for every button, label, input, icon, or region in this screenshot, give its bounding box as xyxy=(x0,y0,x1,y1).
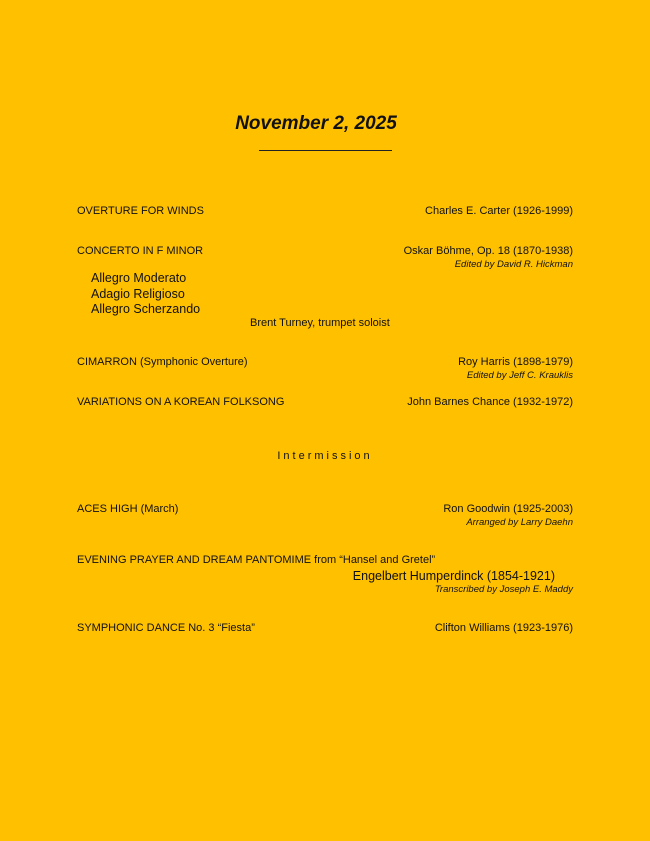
composer-overture: Charles E. Carter (1926-1999) xyxy=(425,205,573,217)
movement-3: Allegro Scherzando xyxy=(91,302,201,316)
piece-title-overture: OVERTURE FOR WINDS xyxy=(77,205,204,217)
title-divider xyxy=(259,150,392,151)
movement-1: Allegro Moderato xyxy=(91,271,187,285)
piece-title-concerto: CONCERTO IN F MINOR xyxy=(77,245,204,257)
composer-aces-high: Ron Goodwin (1925-2003) xyxy=(443,503,573,515)
piece-title-cimarron: CIMARRON (Symphonic Overture) xyxy=(77,356,248,368)
composer-evening-prayer: Engelbert Humperdinck (1854-1921) xyxy=(352,569,555,583)
soloist-credit: Brent Turney, trumpet soloist xyxy=(250,317,390,329)
intermission-label: Intermission xyxy=(277,450,373,462)
concert-date-heading: November 2, 2025 xyxy=(235,113,397,134)
movement-2: Adagio Religioso xyxy=(91,287,185,301)
piece-title-variations: VARIATIONS ON A KOREAN FOLKSONG xyxy=(77,396,285,408)
editor-cimarron: Edited by Jeff C. Krauklis xyxy=(466,370,573,381)
composer-symphonic-dance: Clifton Williams (1923-1976) xyxy=(434,622,573,634)
piece-title-symphonic-dance: SYMPHONIC DANCE No. 3 “Fiesta” xyxy=(77,622,255,634)
piece-title-evening-prayer: EVENING PRAYER AND DREAM PANTOMIME from “Hansel and Gretel” xyxy=(77,554,436,566)
composer-variations: John Barnes Chance (1932-1972) xyxy=(407,396,573,408)
composer-cimarron: Roy Harris (1898-1979) xyxy=(458,356,573,368)
editor-concerto: Edited by David R. Hickman xyxy=(454,259,573,270)
composer-concerto: Oskar Böhme, Op. 18 (1870-1938) xyxy=(403,245,573,257)
transcriber-evening-prayer: Transcribed by Joseph E. Maddy xyxy=(434,584,573,595)
piece-title-aces-high: ACES HIGH (March) xyxy=(77,503,179,515)
arranger-aces-high: Arranged by Larry Daehn xyxy=(466,517,573,528)
